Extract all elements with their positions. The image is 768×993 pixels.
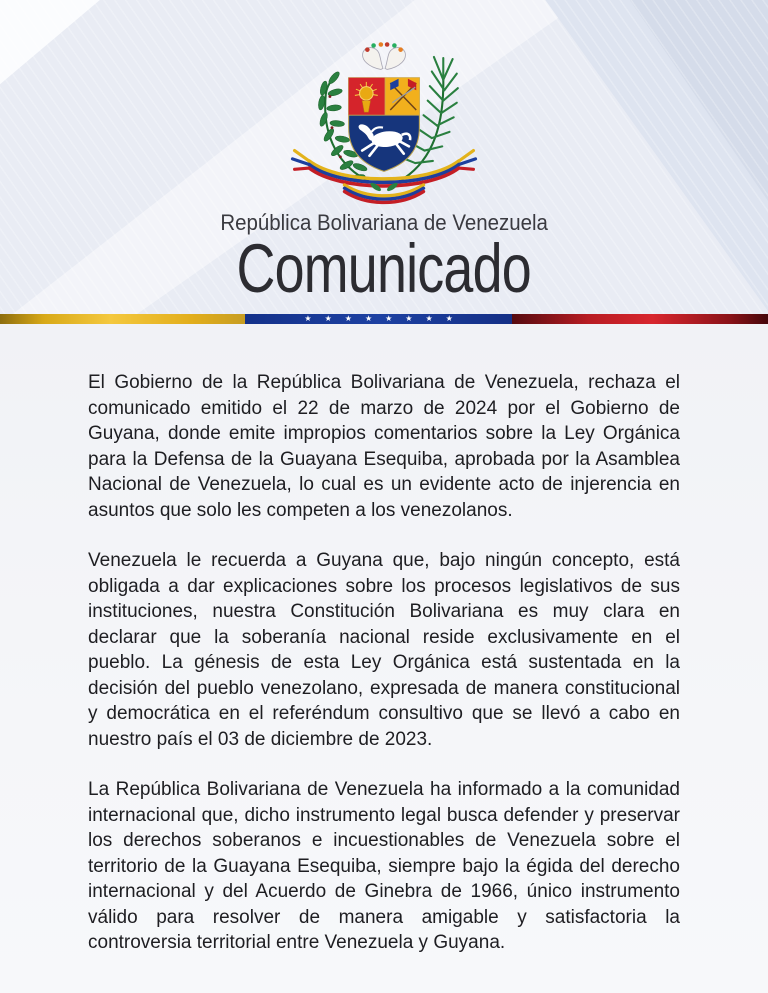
document-title: Comunicado	[236, 230, 532, 307]
header	[0, 0, 768, 324]
flag-stripe-yellow	[0, 314, 245, 324]
communique-body	[0, 324, 768, 993]
paragraph-2: Venezuela le recuerda a Guyana que, bajo ningún concepto, está obligada a dar explicaciones sobre los procesos legislativos de sus instituciones, nuestra Constitución Bolivariana es muy clara en declarar que la soberanía nacional reside exclusivamente en el pueblo. La génesis de esta Ley Orgánica está sustentada en la decisión del pueblo venezolano, expresada de manera constitucional y democrática en el referéndum consultivo que se llevó a cabo en nuestro país el 03 de diciembre de 2023.	[88, 550, 680, 750]
flag-stripe-blue	[245, 314, 512, 324]
cornucopia-icon	[363, 42, 406, 69]
paragraph-1: El Gobierno de la República Bolivariana de Venezuela, rechaza el comunicado emitido el 22 de marzo de 2024 por el Gobierno de Guyana, donde emite impropios comentarios sobre la Ley Orgánica para la Defensa de la Guayana Esequiba, aprobada por la Asamblea Nacional de Venezuela, lo cual es un evidente acto de injerencia en asuntos que solo les competen a los venezolanos.	[88, 372, 680, 521]
flag-stripe	[0, 314, 768, 324]
flag-stars: ★★★★★★★★	[304, 314, 466, 323]
flag-stripe-red	[512, 314, 768, 324]
venezuela-coat-of-arms	[280, 32, 488, 214]
shield-icon	[349, 78, 420, 172]
paragraph-3: La República Bolivariana de Venezuela ha informado a la comunidad internacional que, dicho instrumento legal busca defender y preservar los derechos soberanos e incuestionables de Venezuela sobre el territorio de la Guayana Esequiba, siempre bajo la égida del derecho internacional y del Acuerdo de Ginebra de 1966, único instrumento válido para resolver de manera amigable y satisfactoria la controversia territorial entre Venezuela y Guyana.	[88, 779, 680, 953]
country-title: República Bolivariana de Venezuela	[220, 210, 548, 235]
text-column	[0, 324, 768, 956]
